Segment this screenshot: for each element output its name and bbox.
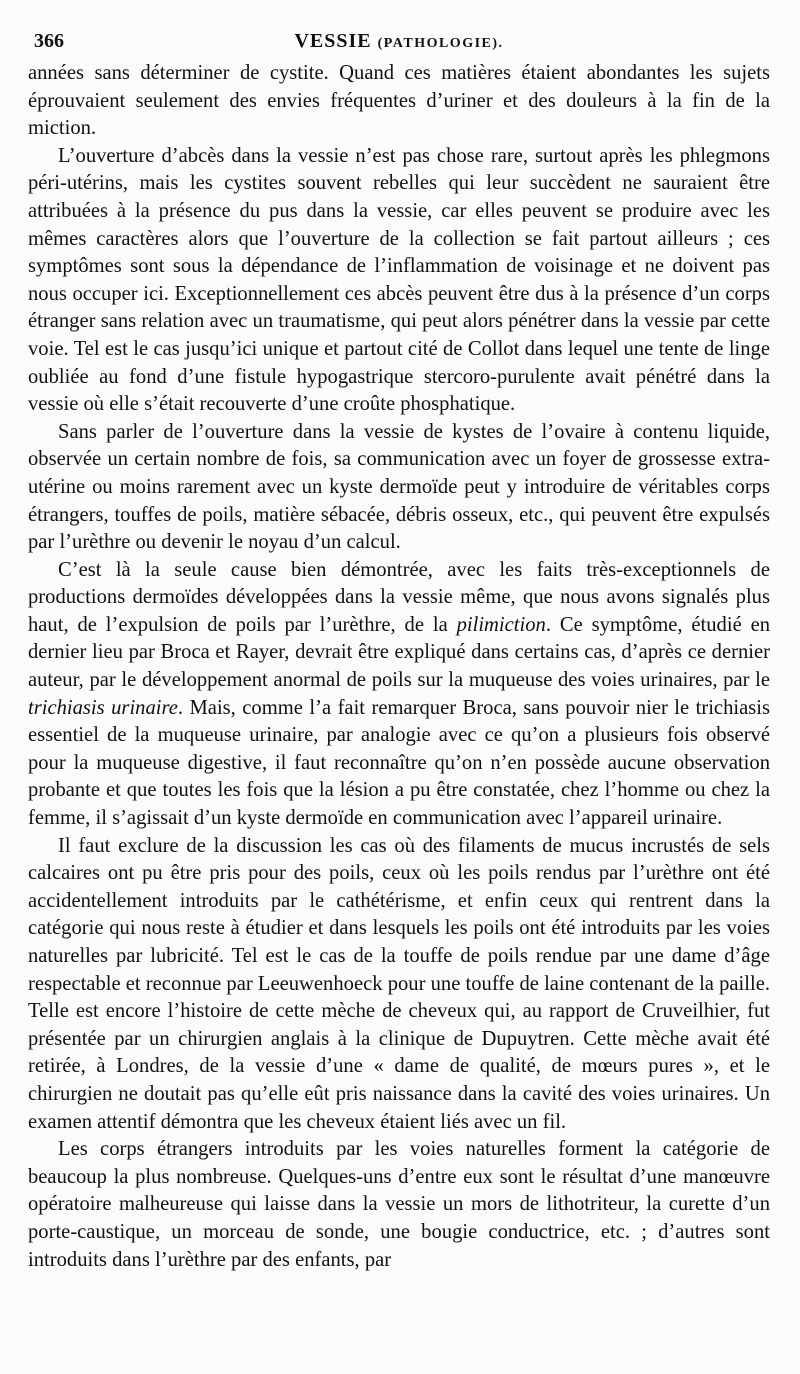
term-pilimiction: pilimiction [456,613,546,636]
body-text [28,60,770,1274]
paragraph-5: Il faut exclure de la discussion les cas où des filaments de mucus incrustés de sels calcaires ont pu être pris pour des poils, ceux où les poils rendus par l’urèthre ont été accidentellement introduits par le cathétérisme, et enfin ceux qui rentrent dans la catégorie qui nous reste à étudier et dans lesquels les poils ont été introduits par les voies naturelles par lubricité. Tel est le cas de la touffe de poils rendue par une dame d’âge respectable et reconnue par Leeuwenhoeck pour une touffe de laine contenant de la paille. Telle est encore l’histoire de cette mèche de cheveux qui, au rapport de Cruveilhier, fut présentée par un chirurgien anglais à la clinique de Dupuytren. Cette mèche avait été retirée, à Londres, de la vessie d’une « dame de qualité, de mœurs pures », et le chirurgien ne doutait pas qu’elle eût pris naissance dans la cavité des voies urinaires. Un examen attentif démontra que les cheveux étaient liés avec un fil. [28,834,770,1133]
paragraph-4-part-b: . Ce symptôme, étudié en dernier lieu par Broca et Rayer, devrait être expliqué dans certains cas, d’après ce dernier auteur, par le développement anormal de poils sur la muqueuse des voies urinaires, par le [28,613,771,692]
running-title-main: VESSIE [294,30,372,52]
paragraph-4-part-c: . Mais, comme l’a fait remarquer Broca, sans pouvoir nier le trichiasis essentiel de la muqueuse urinaire, par analogie avec ce qu’on a plusieurs fois observé pour la muqueuse digestive, il faut reconnaître qu’on n’en possède aucune observation probante et que toutes les fois que la lésion a pu être constatée, chez l’homme ou chez la femme, il s’agissait d’un kyste dermoïde en communication avec l’appareil urinaire. [28,696,770,830]
paragraph-2: L’ouverture d’abcès dans la vessie n’est pas chose rare, surtout après les phlegmons péri-utérins, mais les cystites souvent rebelles qui leur succèdent ne sauraient être attribuées à la présence du pus dans la vessie, car elles peuvent se produire avec les mêmes caractères alors que l’ouverture de la collection se fait partout ailleurs ; ces symptômes sont sous la dépendance de l’inflammation de voisinage et ne doivent pas nous occuper ici. Exceptionnellement ces abcès peuvent être dus à la présence d’un corps étranger sans relation avec un traumatisme, qui peut alors pénétrer dans la vessie par cette voie. Tel est le cas jusqu’ici unique et partout cité de Collot dans lequel une tente de linge oubliée au fond d’une fistule hypogastrique stercoro-purulente avait pénétré dans la vessie où elle s’était recouverte d’une croûte phosphatique. [28,144,770,416]
paragraph-4-part-a: C’est là la seule cause bien démontrée, avec les faits très-exceptionnels de productions dermoïdes développées dans la vessie même, que nous avons signalés plus haut, de l’expulsion de poils par l’urèthre, de la [28,558,770,636]
term-trichiasis-urinaire: trichiasis urinaire [28,696,178,719]
paragraph-6: Les corps étrangers introduits par les voies naturelles forment la catégorie de beaucoup la plus nombreuse. Quelques-uns d’entre eux sont le résultat d’une manœuvre opératoire malheureuse qui laisse dans la vessie un mors de lithotriteur, la curette d’un porte-caustique, un morceau de sonde, une bougie conductrice, etc. ; d’autres sont introduits dans l’urèthre par des enfants, par [28,1138,770,1271]
running-title [28,30,770,53]
running-head [28,26,770,60]
paragraph-1: années sans déterminer de cystite. Quand ces matières étaient abondantes les sujets éprouvaient seulement des envies fréquentes d’uriner et des douleurs à la fin de la miction. [28,62,770,140]
running-title-section: (PATHOLOGIE). [377,36,504,51]
paragraph-4 [28,557,770,833]
paragraph-3: Sans parler de l’ouverture dans la vessie de kystes de l’ovaire à contenu liquide, observée un certain nombre de fois, sa communication avec un foyer de grossesse extra-utérine ou moins rarement avec un kyste dermoïde peut y introduire de véritables corps étrangers, touffes de poils, matière sébacée, débris osseux, etc., qui peuvent être expulsés par l’urèthre ou devenir le noyau d’un calcul. [28,420,770,554]
page-number: 366 [34,30,64,52]
